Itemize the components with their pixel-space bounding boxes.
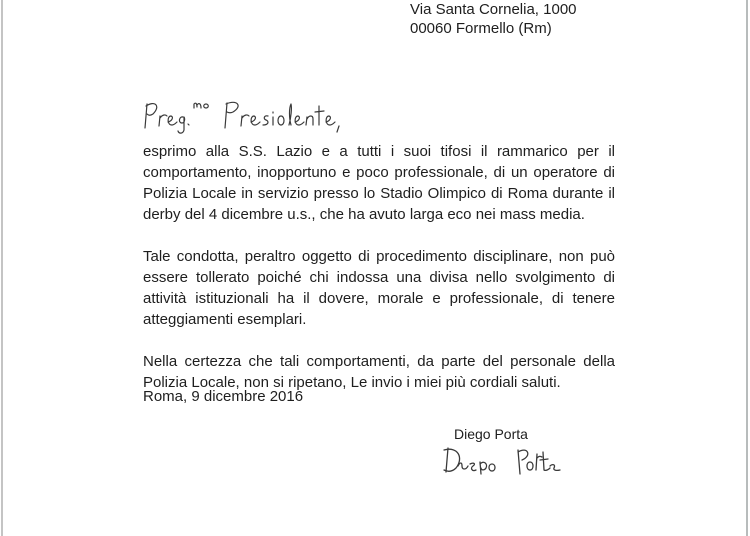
handwritten-salutation: [141, 98, 401, 138]
page-edge-right: [746, 0, 748, 536]
address-street: Via Santa Cornelia, 1000: [410, 1, 577, 18]
address-city: 00060 Formello (Rm): [410, 20, 552, 37]
paragraph-3: Nella certezza che tali comportamenti, da parte del personale della Polizia Locale, non si ripetano, Le invio i miei più cordiali saluti.: [143, 353, 615, 391]
letter-body: [143, 141, 615, 414]
signer-name: Diego Porta: [454, 426, 528, 442]
paragraph-1: esprimo alla S.S. Lazio e a tutti i suoi tifosi il rammarico per il comportamento, inopportuno e poco professionale, di un operatore di Polizia Locale in servizio presso lo Stadio Olimpico di Roma durante il derby del 4 dicembre u.s., che ha avuto larga eco nei mass media.: [143, 143, 615, 223]
handwritten-signature: [440, 444, 570, 480]
signature-icon: [440, 444, 570, 480]
recipient-address: [410, 0, 577, 38]
page-edge-left: [1, 0, 3, 536]
handwriting-salutation-icon: [141, 98, 401, 138]
place-and-date: Roma, 9 dicembre 2016: [143, 388, 304, 405]
paragraph-2: Tale condotta, peraltro oggetto di procedimento disciplinare, non può essere tollerato poiché chi indossa una divisa nello svolgimento di attività istituzionali ha il dovere, morale e professionale, di tenere atteggiamenti esemplari.: [143, 248, 615, 328]
